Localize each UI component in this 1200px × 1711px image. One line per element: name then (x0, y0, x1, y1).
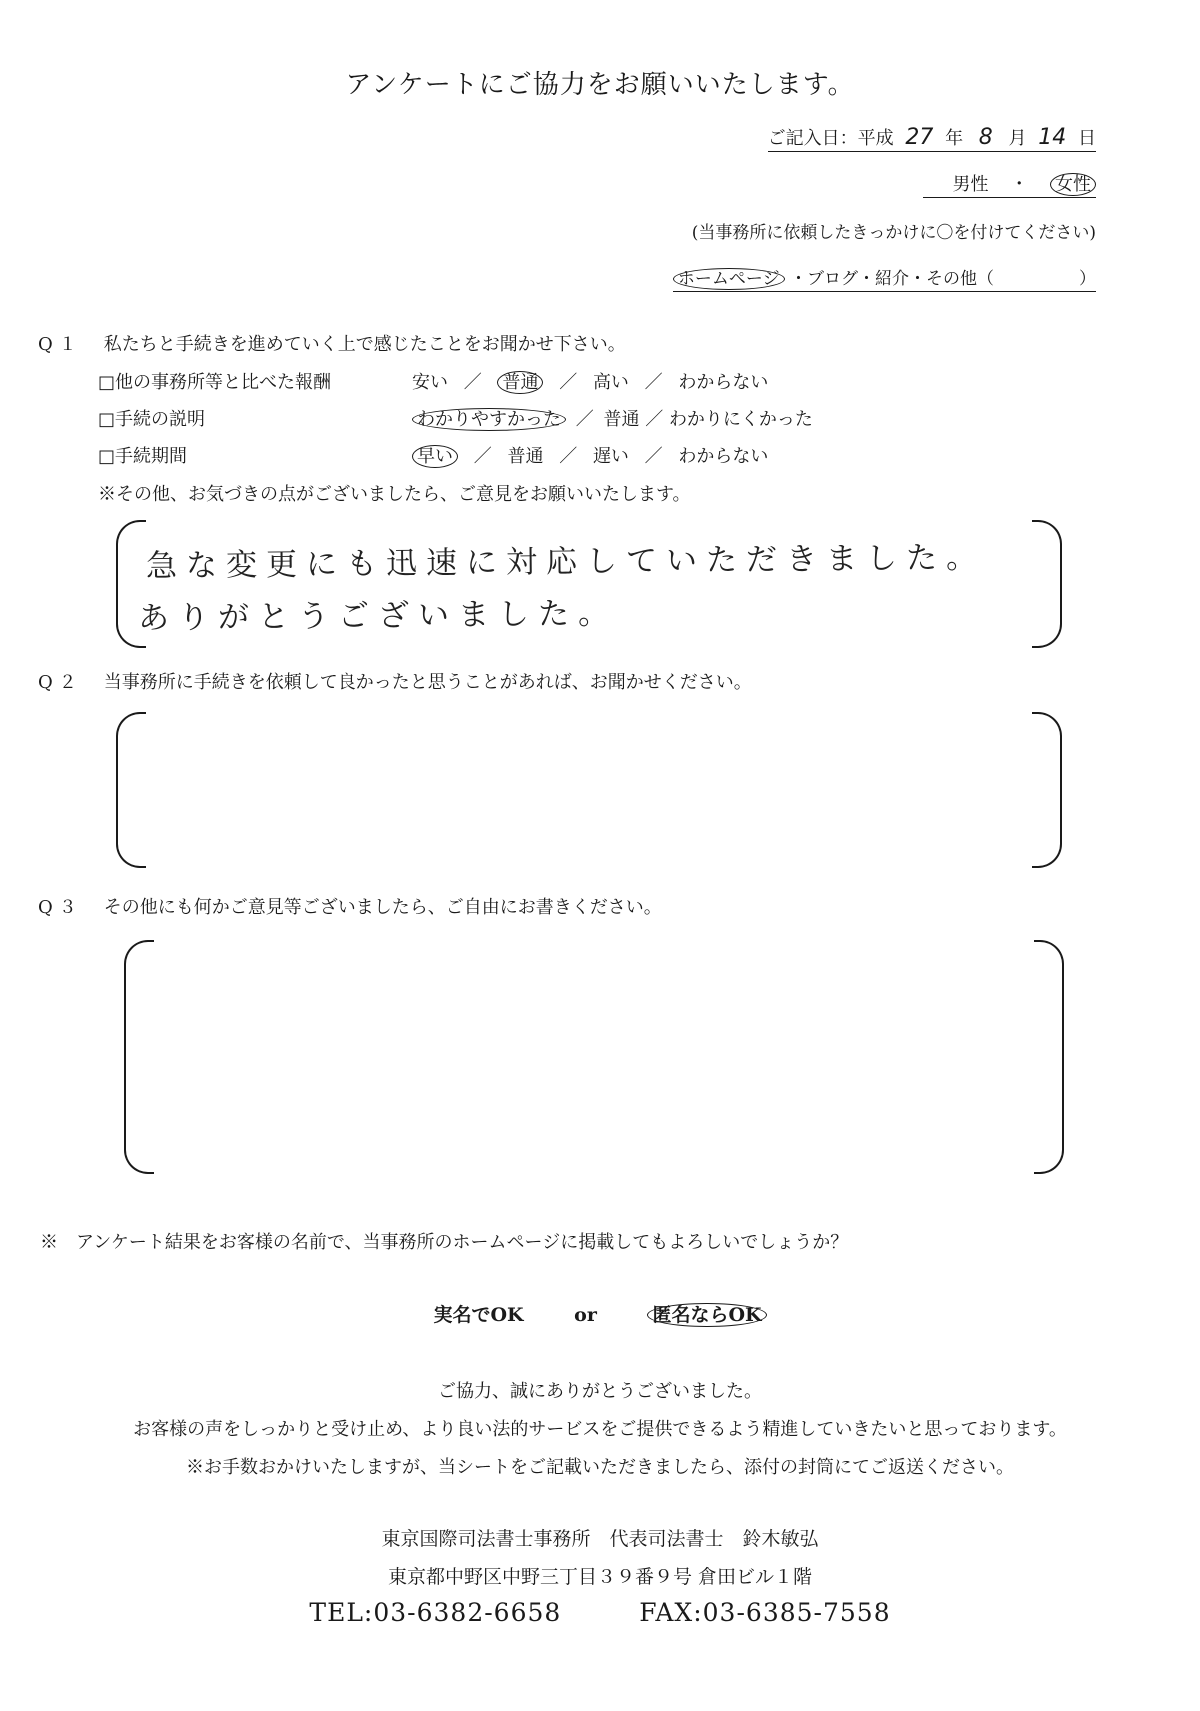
trigger-field (673, 269, 1096, 292)
q1-row-label[interactable]: □手続期間 (98, 446, 188, 467)
option-separator: ／ (463, 372, 482, 393)
q1-row-label[interactable]: □他の事務所等と比べた報酬 (98, 372, 332, 393)
q1-row-fee (0, 368, 1200, 392)
q1-row-label[interactable]: □手続の説明 (98, 409, 206, 430)
q2-heading (38, 668, 752, 694)
q1-row-options (412, 405, 813, 431)
publish-options (0, 1300, 1200, 1327)
trigger-instruction: (当事務所に依頼したきっかけに〇を付けてください) (691, 223, 1096, 243)
office-tel: TEL:03-6382-6658 (309, 1598, 562, 1627)
date-field (767, 125, 1096, 152)
office-contact (0, 1598, 1200, 1627)
option-separator: ／ (559, 446, 578, 467)
q2-number: Q２ (38, 672, 83, 693)
date-year: 27 (905, 125, 934, 150)
option-easy-circled[interactable]: わかりやすかった (412, 408, 566, 431)
option-hard[interactable]: わかりにくかった (668, 409, 813, 430)
gender-line (923, 170, 1096, 196)
thanks-line2: お客様の声をしっかりと受け止め、より良い法的サービスをご提供できるよう精進していきたいと思っております。 (133, 1419, 1067, 1440)
publish-question: ※ アンケート結果をお客様の名前で、当事務所のホームページに掲載してもよろしいでしょうか？ (40, 1232, 849, 1253)
option-separator: ／ (575, 409, 594, 430)
trigger-line (673, 264, 1096, 289)
option-normal-circled[interactable]: 普通 (497, 371, 543, 394)
q2-answer-box[interactable] (116, 712, 1062, 868)
office-name: 東京国際司法書士事務所 代表司法書士 鈴木敏弘 (381, 1528, 819, 1550)
option-separator: ／ (644, 446, 663, 467)
option-separator: ／ (644, 372, 663, 393)
page-title: アンケートにご協力をお願いいたします。 (345, 70, 855, 100)
option-separator: ／ (645, 409, 664, 430)
q1-answer-box[interactable] (116, 520, 1062, 648)
q1-row-duration (0, 442, 1200, 466)
q1-heading (38, 330, 626, 356)
gender-field (923, 174, 1096, 198)
gender-male[interactable]: 男性 (952, 174, 989, 195)
q1-row-options (412, 442, 768, 468)
q1-note: ※その他、お気づきの点がございましたら、ご意見をお願いいたします。 (98, 484, 691, 505)
q1-row-options (412, 368, 768, 394)
gender-female-circled[interactable]: 女性 (1050, 173, 1096, 196)
option-separator: ／ (473, 446, 492, 467)
option-separator: ／ (559, 372, 578, 393)
date-day-unit: 日 (1078, 128, 1096, 149)
gender-separator: ・ (1010, 174, 1029, 195)
q3-number: Q３ (38, 897, 83, 918)
bracket-right (1032, 712, 1062, 868)
date-month-unit: 月 (1008, 128, 1027, 149)
q1-number: Q１ (38, 334, 83, 355)
q1-row-explanation (0, 405, 1200, 429)
option-cheap[interactable]: 安い (412, 372, 448, 393)
trigger-other-options[interactable]: ・ブログ・紹介・その他（ ） (790, 269, 1096, 289)
date-month: 8 (978, 125, 993, 150)
q3-text: その他にも何かご意見等ございましたら、ご自由にお書きください。 (103, 897, 662, 918)
option-fast-circled[interactable]: 早い (412, 445, 458, 468)
trigger-homepage-circled[interactable]: ホームページ (673, 268, 785, 290)
publish-or: or (574, 1304, 597, 1326)
q1-text: 私たちと手続きを進めていく上で感じたことをお聞かせ下さい。 (103, 334, 626, 355)
office-fax: FAX:03-6385-7558 (639, 1598, 891, 1627)
date-label: ご記入日：平成 (767, 128, 894, 149)
option-unknown[interactable]: わからない (678, 446, 769, 467)
bracket-right (1034, 940, 1064, 1174)
date-year-unit: 年 (945, 128, 964, 149)
office-address: 東京都中野区中野三丁目３９番９号 倉田ビル１階 (387, 1566, 813, 1588)
option-unknown[interactable]: わからない (678, 372, 769, 393)
option-slow[interactable]: 遅い (592, 446, 629, 467)
publish-option-real-name[interactable]: 実名でOK (433, 1304, 524, 1326)
bracket-right (1032, 520, 1062, 648)
option-normal[interactable]: 普通 (507, 446, 544, 467)
publish-option-anonymous-circled[interactable]: 匿名ならOK (647, 1303, 766, 1327)
q3-answer-box[interactable] (124, 940, 1064, 1174)
date-line (768, 124, 1096, 150)
q2-text: 当事務所に手続きを依頼して良かったと思うことがあれば、お聞かせください。 (103, 672, 752, 693)
date-day: 14 (1038, 125, 1067, 150)
option-normal[interactable]: 普通 (603, 409, 640, 430)
thanks-line3: ※お手数おかけいたしますが、当シートをご記載いただきましたら、添付の封筒にてご返送ください。 (186, 1457, 1014, 1478)
bracket-left (124, 940, 154, 1174)
q1-answer-line2: ありがとうございました。 (137, 595, 619, 637)
bracket-left (116, 712, 146, 868)
option-expensive[interactable]: 高い (592, 372, 629, 393)
thanks-line1: ご協力、誠にありがとうございました。 (438, 1381, 762, 1402)
q3-heading (38, 893, 662, 919)
q1-answer-line1: 急な変更にも迅速に対応していただきました。 (145, 539, 987, 585)
